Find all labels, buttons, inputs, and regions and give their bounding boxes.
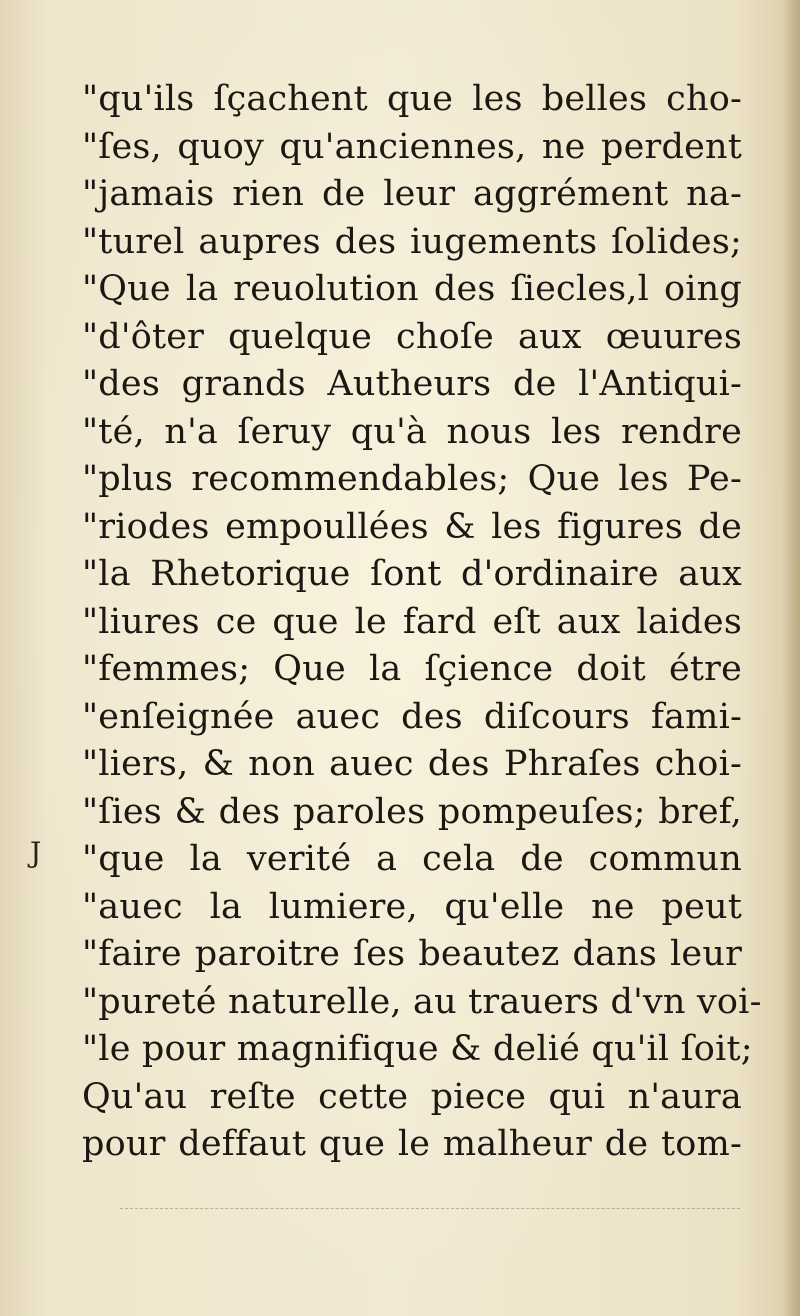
text-line-20: "pureté naturelle, au trauers d'vn voi-	[82, 981, 762, 1022]
bottom-rule	[120, 1208, 740, 1209]
text-line-6: "d'ôter quelque choſe aux œuures	[82, 316, 742, 357]
text-line-7: "des grands Autheurs de l'Antiqui-	[82, 364, 742, 404]
text-line-18: "auec la lumiere, qu'elle ne peut	[82, 886, 742, 927]
text-line-15: "liers, & non auec des Phraſes choi-	[82, 744, 742, 784]
text-line-4: "turel aupres des iugements ſolides;	[82, 221, 742, 262]
text-line-2: "ſes, quoy qu'anciennes, ne perdent	[82, 126, 742, 167]
text-line-13: "femmes; Que la ſçience doit étre	[82, 649, 742, 689]
margin-mark: J	[30, 836, 42, 869]
text-line-19: "faire paroitre ſes beautez dans leur	[82, 934, 742, 974]
text-line-12: "liures ce que le fard eſt aux laides	[82, 601, 742, 642]
text-line-5: "Que la reuolution des ſiecles,l oing	[82, 269, 742, 309]
text-line-8: "té, n'a ſeruy qu'à nous les rendre	[82, 411, 742, 452]
text-line-3: "jamais rien de leur aggrément na-	[82, 174, 742, 214]
text-line-22: Qu'au reſte cette piece qui n'aura	[82, 1076, 742, 1117]
text-line-23: pour deffaut que le malheur de tom-	[82, 1124, 742, 1164]
text-line-17: "que la verité a cela de commun	[82, 839, 742, 879]
text-line-14: "enſeignée auec des diſcours fami-	[82, 696, 742, 737]
text-line-1: "qu'ils ſçachent que les belles cho-	[82, 79, 742, 119]
page-text	[82, 76, 762, 1169]
text-line-21: "le pour magnifique & delié qu'il ſoit;	[82, 1029, 753, 1069]
text-line-9: "plus recommendables; Que les Pe-	[82, 459, 742, 499]
text-line-10: "riodes empoullées & les figures de	[82, 506, 742, 547]
text-line-16: "ſies & des paroles pompeuſes; bref,	[82, 791, 742, 832]
page-edge-shadow	[782, 0, 800, 1316]
text-line-11: "la Rhetorique ſont d'ordinaire aux	[82, 554, 742, 594]
